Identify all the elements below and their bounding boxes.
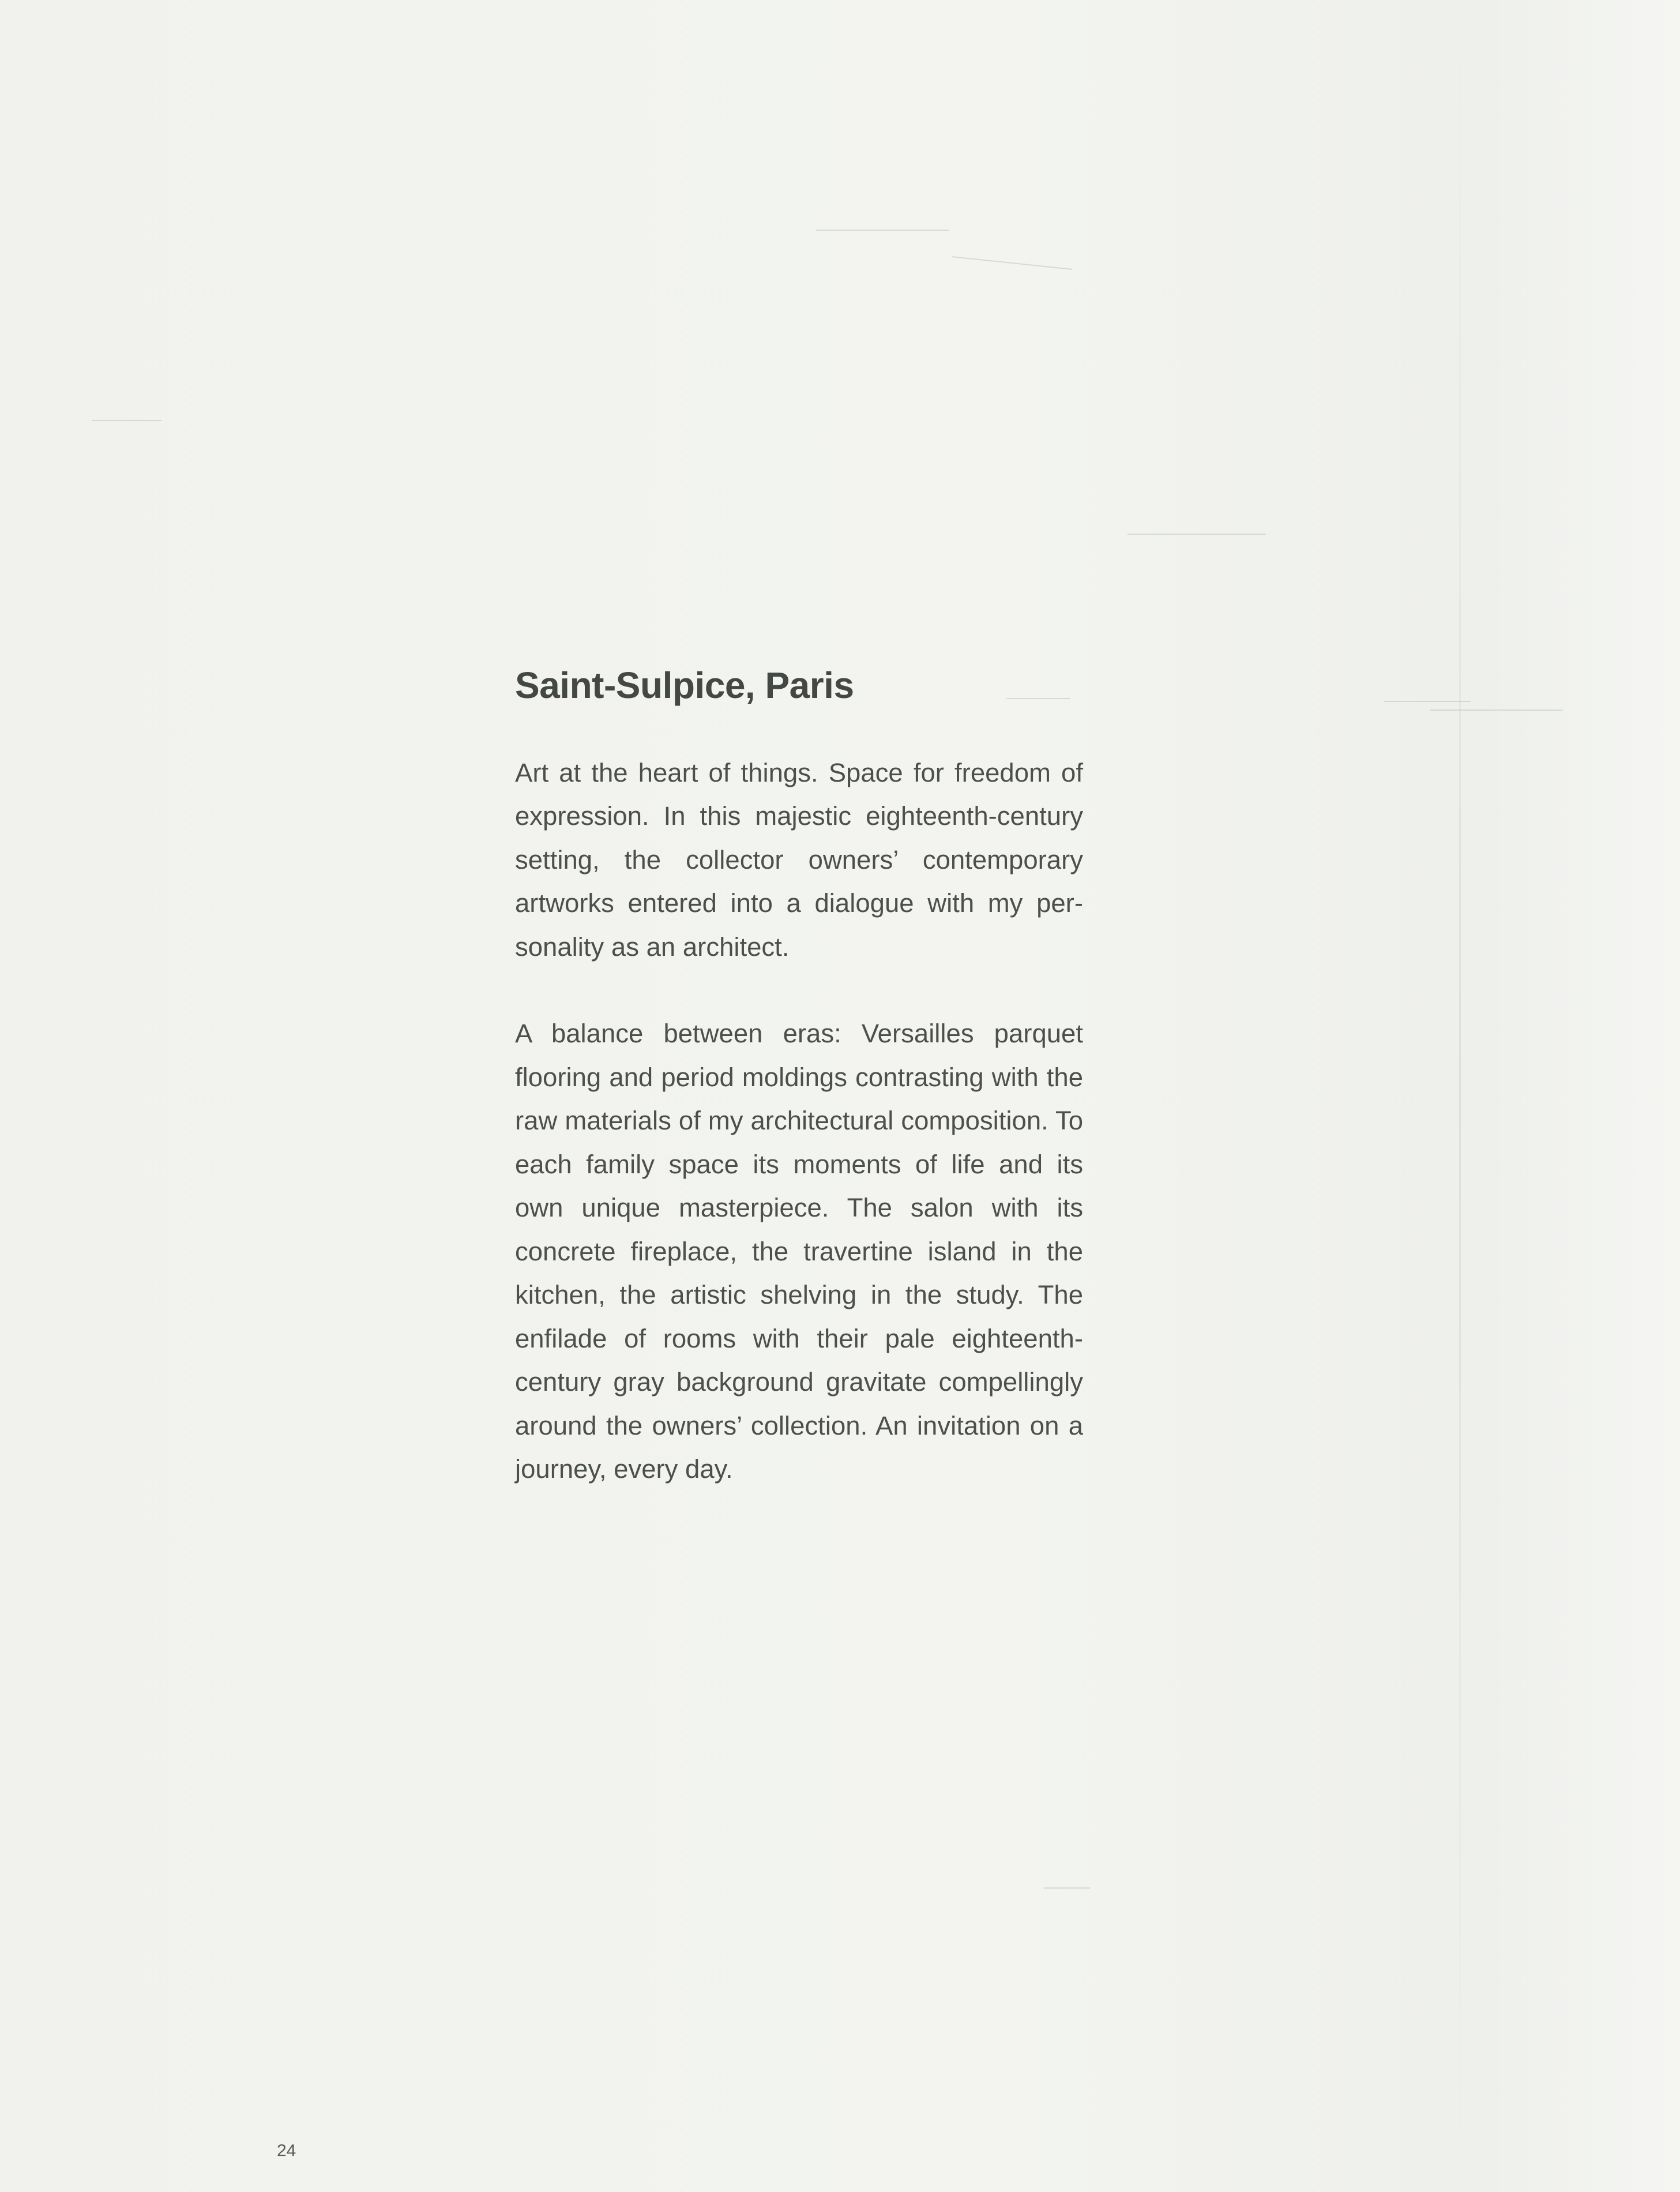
- page-number: 24: [277, 2141, 296, 2160]
- section-heading: Saint-Sulpice, Paris: [515, 665, 854, 706]
- paper-texture-mark: [952, 256, 1072, 270]
- paper-texture-mark: [1127, 534, 1266, 535]
- paper-texture-mark: [1430, 710, 1563, 711]
- paper-texture-mark: [92, 420, 161, 421]
- paper-texture-mark: [1384, 701, 1471, 702]
- text-block: [515, 663, 1083, 1534]
- paper-texture-mark: [816, 230, 949, 231]
- body-paragraph: Art at the heart of things. Space for freedom of expression. In this majestic eighteenth-century setting, the collector owners’ contemporary artworks entered into a dialogue with my personality as an architect.: [515, 757, 1083, 962]
- body-paragraph: A balance between eras: Versailles parquet flooring and period moldings contrasting with the raw materials of my architectural composition. To each family space its moments of life and its own unique masterpiece. The salon with its concrete fireplace, the travertine island in the kitchen, the artistic shelving in the study. The enfilade of rooms with their pale eighteenth-century gray background gravitate compellingly around the owners’ collection. An invitation on a journey, every day.: [515, 1019, 1083, 1484]
- paper-texture-mark: [1044, 1887, 1090, 1889]
- page-fold-line: [1459, 0, 1461, 2192]
